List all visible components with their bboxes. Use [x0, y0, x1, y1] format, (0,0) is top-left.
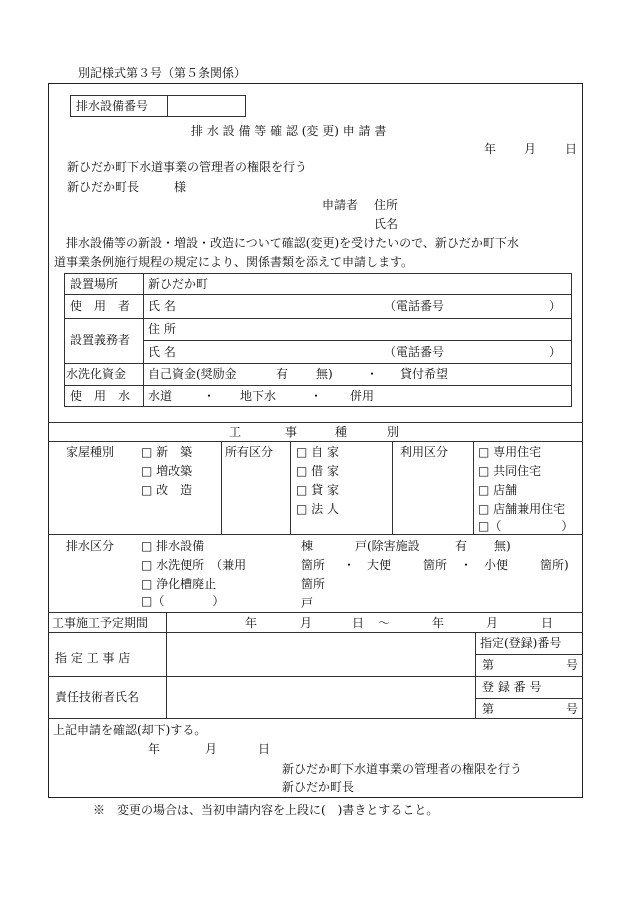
flush-fund-loan[interactable]: 貸付希望 [400, 367, 449, 381]
ownership-rented[interactable]: □ 借 家 [296, 464, 339, 478]
drain-number-field[interactable] [168, 96, 245, 116]
drain-row1-yes[interactable]: 有 [455, 539, 468, 553]
drain-count-other: 戸 [301, 596, 314, 610]
obligor-label: 設置義務者 [70, 333, 131, 347]
flush-fund-no[interactable]: 無) [316, 367, 333, 381]
approval-text: 上記申請を確認(却下)する。 [53, 723, 207, 737]
water-both[interactable]: 併用 [350, 389, 375, 403]
contractor-dai: 第 [482, 658, 495, 672]
location-label: 設置場所 [70, 277, 119, 291]
user-name-label: 氏 名 [148, 299, 176, 313]
schedule-label: 工事施工予定期間 [52, 616, 149, 630]
location-value[interactable]: 新ひだか町 [148, 277, 209, 291]
drain-type-septic-abolish[interactable]: □ 浄化槽廃止 [141, 577, 217, 591]
addressee-sama: 様 [174, 180, 187, 194]
approval-month: 月 [205, 742, 218, 756]
ownership-label: 所有区分 [225, 445, 274, 459]
obligor-name-label: 氏 名 [148, 345, 176, 359]
user-phone-label: （電話番号 [384, 299, 445, 313]
flush-fund-label: 水洗化資金 [66, 367, 127, 381]
flush-fund-bullet: ・ [366, 367, 379, 381]
schedule-end-year[interactable]: 年 [432, 616, 445, 630]
work-type-header-2: 事 [285, 425, 298, 439]
ownership-lease[interactable]: □ 貸 家 [296, 483, 339, 497]
drain-row2-large: ・ 大便 [343, 558, 392, 572]
engineer-reg-label: 登 録 番 号 [482, 680, 542, 694]
engineer-field[interactable] [167, 677, 474, 717]
work-type-header-1: 工 [229, 425, 242, 439]
flush-fund-yes[interactable]: 有 [276, 367, 289, 381]
obligor-phone-field[interactable] [450, 342, 545, 362]
drain-row1-extra: 戸(除害施設 [355, 539, 420, 553]
schedule-start-year[interactable]: 年 [245, 616, 258, 630]
approval-day: 日 [258, 742, 271, 756]
usage-private-house[interactable]: □ 専用住宅 [478, 445, 542, 459]
contractor-label: 指 定 工 事 店 [55, 651, 131, 665]
user-phone-close: ） [549, 299, 562, 313]
user-name-field[interactable] [185, 296, 380, 316]
obligor-phone-close: ） [549, 345, 562, 359]
schedule-start-month[interactable]: 月 [300, 616, 313, 630]
water-city[interactable]: 水道 [148, 389, 173, 403]
contractor-go: 号 [566, 658, 579, 672]
engineer-label: 責任技術者氏名 [55, 690, 140, 704]
usage-shared-house[interactable]: □ 共同住宅 [478, 464, 542, 478]
usage-shop[interactable]: □ 店舗 [478, 483, 518, 497]
obligor-phone-label: （電話番号 [384, 345, 445, 359]
user-label: 使 用 者 [70, 299, 131, 313]
obligor-address-field[interactable] [185, 320, 565, 339]
water-ground[interactable]: 地下水 [240, 389, 277, 403]
date-year: 年 [484, 142, 497, 156]
drain-row2-large-kasho: 箇所 [423, 558, 448, 572]
drain-row1-no[interactable]: 無) [494, 539, 511, 553]
drain-count-flush: 箇所 [301, 558, 326, 572]
schedule-end-month[interactable]: 月 [486, 616, 499, 630]
applicant-address-label: 住所 [374, 198, 399, 212]
schedule-tilde: ～ [378, 616, 391, 630]
water-label: 使 用 水 [70, 389, 131, 403]
engineer-go: 号 [566, 702, 579, 716]
house-type-new[interactable]: □ 新 築 [141, 445, 193, 459]
footnote: ※ 変更の場合は、当初申請内容を上段に( )書きとすること。 [93, 803, 439, 817]
usage-other[interactable]: □（ ） [478, 519, 574, 533]
schedule-end-day[interactable]: 日 [541, 616, 554, 630]
form-title: 排 水 設 備 等 確 認 (変 更) 申 請 書 [191, 124, 387, 138]
schedule-start-day[interactable]: 日 [352, 616, 365, 630]
drain-number-label: 排水設備番号 [76, 99, 149, 113]
ownership-corporate[interactable]: □ 法 人 [296, 502, 339, 516]
approval-line2: 新ひだか町長 [282, 780, 355, 794]
approval-line1: 新ひだか町下水道事業の管理者の権限を行う [282, 762, 523, 776]
date-day: 日 [565, 142, 578, 156]
flush-fund-self[interactable]: 自己資金(奨励金 [148, 367, 237, 381]
user-phone-field[interactable] [450, 296, 545, 316]
body-text-line1: 排水設備等の新設・増設・改造について確認(変更)を受けたいので、新ひだか町下水 [54, 236, 519, 250]
work-type-header-3: 種 [335, 425, 348, 439]
addressee-line1: 新ひだか町下水道事業の管理者の権限を行う [67, 160, 308, 174]
addressee-line2: 新ひだか町長 [67, 180, 140, 194]
contractor-field[interactable] [167, 633, 474, 675]
drain-type-flush-toilet[interactable]: □ 水洗便所 （兼用 [141, 558, 247, 572]
usage-label: 利用区分 [400, 445, 449, 459]
usage-shop-house[interactable]: □ 店舗兼用住宅 [478, 502, 566, 516]
drain-count-septic: 箇所 [301, 577, 326, 591]
body-text-line2: 道事業条例施行規程の規定により、関係書類を添えて申請します。 [54, 255, 414, 269]
contractor-reg-label: 指定(登録)番号 [480, 636, 562, 650]
obligor-name-field[interactable] [185, 342, 380, 362]
drain-type-other[interactable]: □（ ） [141, 594, 225, 608]
drain-type-label: 排水区分 [66, 539, 115, 553]
date-month: 月 [524, 142, 537, 156]
ownership-own[interactable]: □ 自 家 [296, 445, 339, 459]
house-type-label: 家屋種別 [66, 445, 115, 459]
drain-type-facility[interactable]: □ 排水設備 [141, 539, 205, 553]
work-type-header-4: 別 [387, 425, 400, 439]
drain-row2-small-kasho: 箇所) [540, 558, 569, 572]
water-bullet-2: ・ [310, 389, 323, 403]
drain-count-buildings: 棟 [301, 539, 314, 553]
house-type-remodel[interactable]: □ 改 造 [141, 483, 193, 497]
applicant-label: 申請者 [322, 198, 359, 212]
house-type-extension[interactable]: □ 増改築 [141, 464, 193, 478]
approval-year: 年 [148, 742, 161, 756]
water-bullet-1: ・ [203, 389, 216, 403]
engineer-dai: 第 [482, 702, 495, 716]
drain-row2-small: ・ 小便 [460, 558, 509, 572]
applicant-name-label: 氏名 [374, 217, 399, 231]
obligor-address-label: 住 所 [148, 322, 176, 336]
form-label: 別記様式第３号（第５条関係） [78, 66, 247, 80]
